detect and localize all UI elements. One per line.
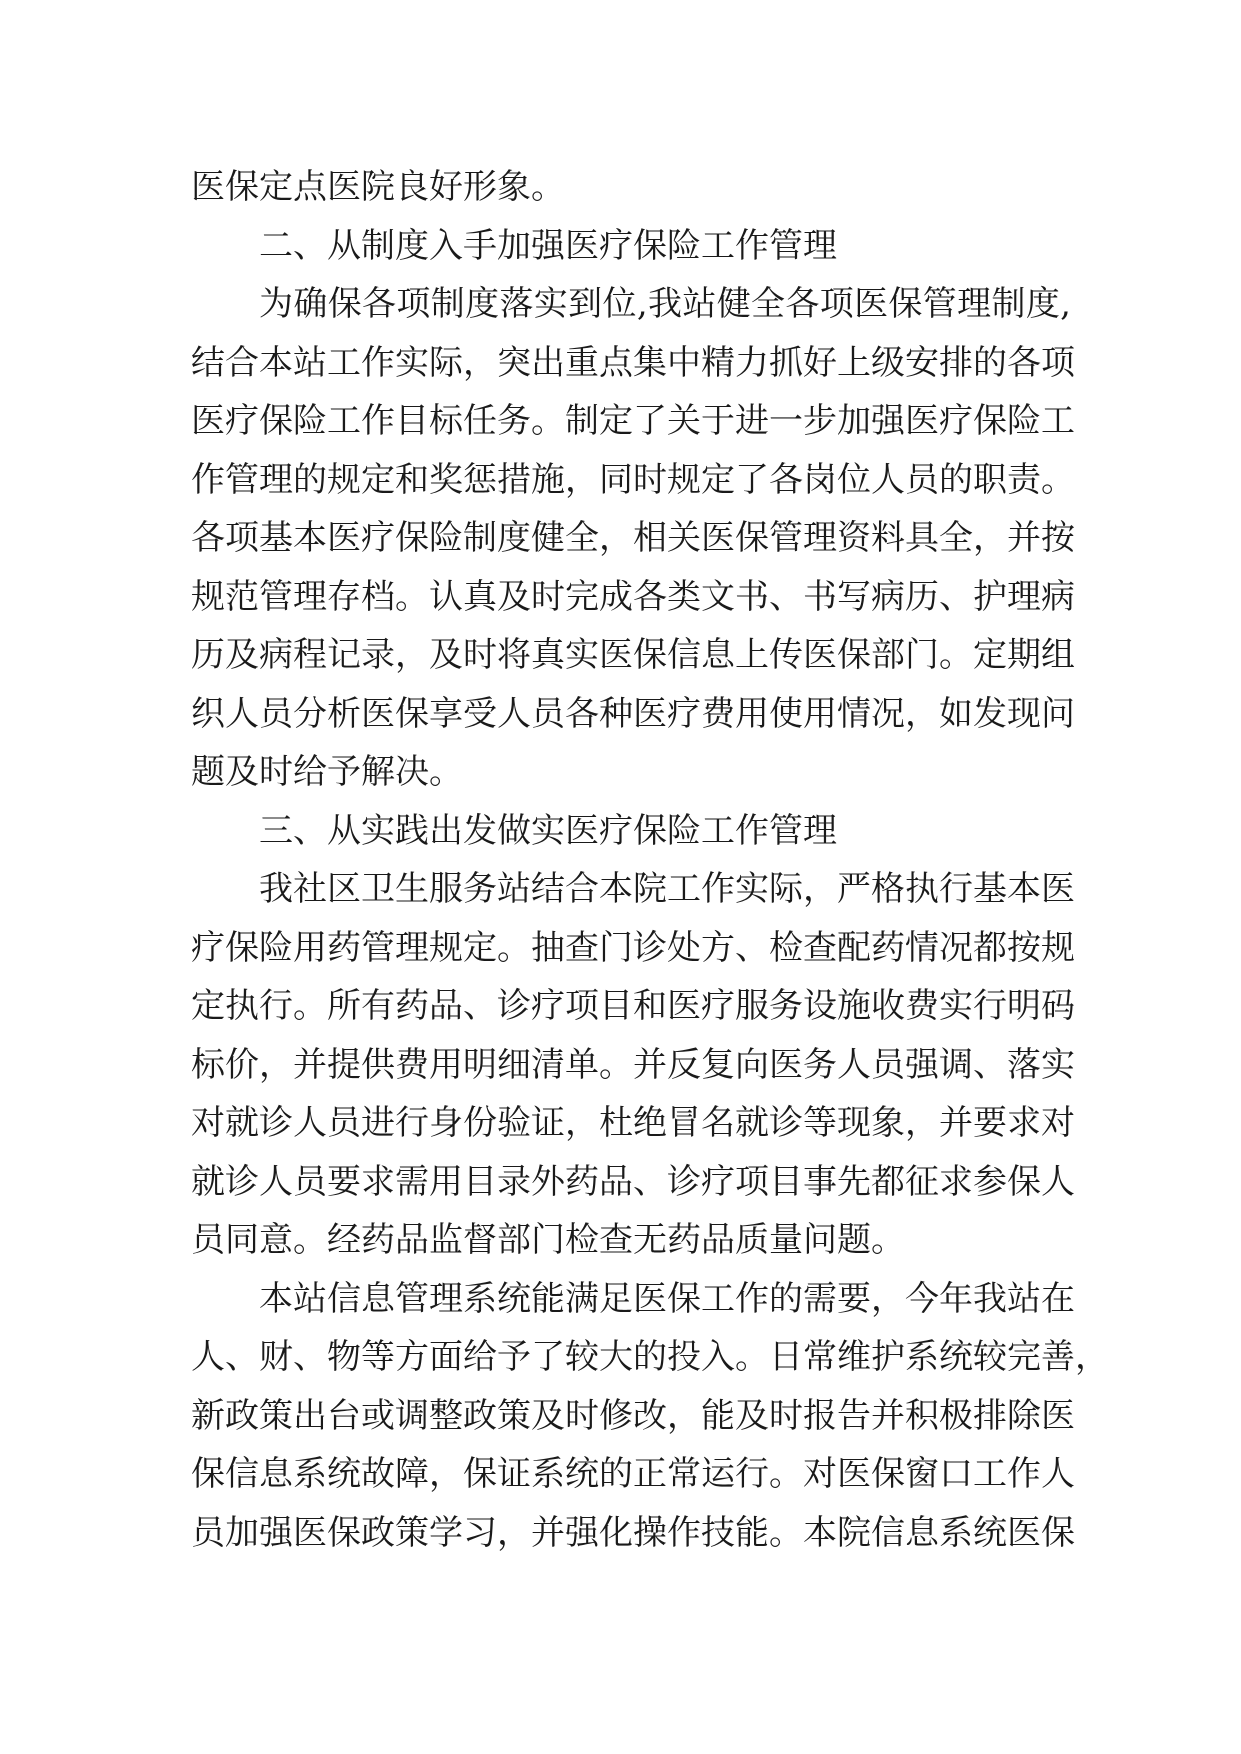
text-line: 对就诊人员进行身份验证，杜绝冒名就诊等现象，并要求对 <box>191 1103 1075 1143</box>
document-body <box>191 158 1109 1562</box>
text-line: 作管理的规定和奖惩措施，同时规定了各岗位人员的职责。 <box>191 459 1075 500</box>
text-line: 为确保各项制度落实到位,我站健全各项医保管理制度, <box>259 284 1071 324</box>
text-line: 新政策出台或调整政策及时修改，能及时报告并积极排除医 <box>191 1395 1075 1436</box>
text-line: 员加强医保政策学习，并强化操作技能。本院信息系统医保 <box>191 1512 1075 1553</box>
text-line: 人、财、物等方面给予了较大的投入。日常维护系统较完善， <box>191 1337 1109 1377</box>
text-line: 就诊人员要求需用目录外药品、诊疗项目事先都征求参保人 <box>191 1161 1075 1202</box>
text-line: 保信息系统故障，保证系统的正常运行。对医保窗口工作人 <box>191 1454 1075 1494</box>
text-line: 本站信息管理系统能满足医保工作的需要，今年我站在 <box>259 1278 1075 1319</box>
text-line: 织人员分析医保享受人员各种医疗费用使用情况，如发现问 <box>191 693 1075 734</box>
text-line: 医保定点医院良好形象。 <box>191 167 565 207</box>
text-line: 标价，并提供费用明细清单。并反复向医务人员强调、落实 <box>191 1044 1075 1085</box>
text-line: 规范管理存档。认真及时完成各类文书、书写病历、护理病 <box>191 576 1075 617</box>
text-line: 题及时给予解决。 <box>191 752 463 792</box>
text-line: 疗保险用药管理规定。抽查门诊处方、检查配药情况都按规 <box>191 927 1075 968</box>
text-line: 三、从实践出发做实医疗保险工作管理 <box>259 810 837 851</box>
text-line: 历及病程记录，及时将真实医保信息上传医保部门。定期组 <box>191 635 1075 675</box>
text-line: 我社区卫生服务站结合本院工作实际，严格执行基本医 <box>259 869 1075 909</box>
text-line: 定执行。所有药品、诊疗项目和医疗服务设施收费实行明码 <box>191 986 1075 1026</box>
text-line: 员同意。经药品监督部门检查无药品质量问题。 <box>191 1220 905 1260</box>
text-line: 医疗保险工作目标任务。制定了关于进一步加强医疗保险工 <box>191 401 1075 441</box>
text-line: 各项基本医疗保险制度健全，相关医保管理资料具全，并按 <box>191 518 1075 558</box>
text-line: 结合本站工作实际，突出重点集中精力抓好上级安排的各项 <box>191 342 1075 383</box>
text-line: 二、从制度入手加强医疗保险工作管理 <box>259 225 837 266</box>
